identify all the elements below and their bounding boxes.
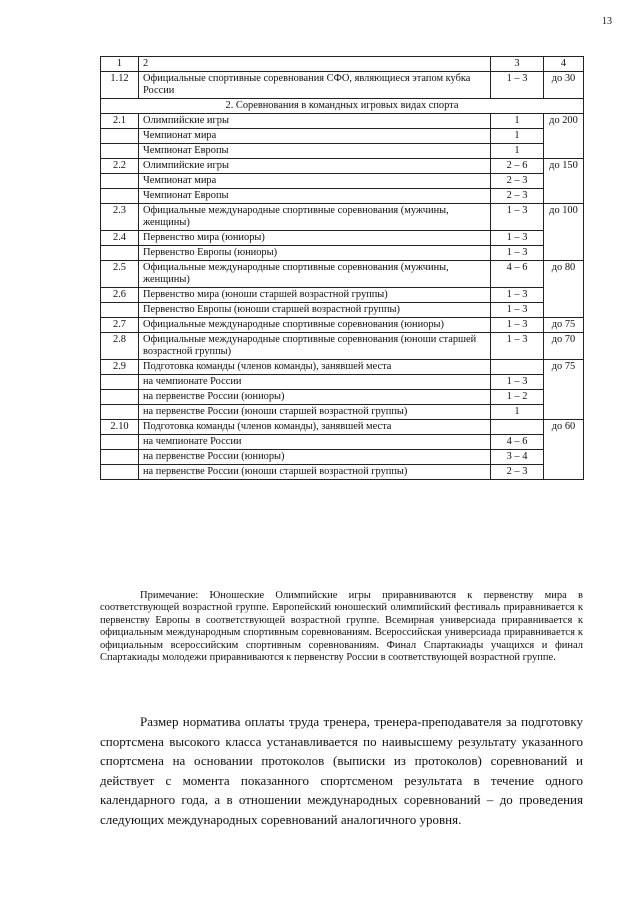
place-cell: 1 – 3	[491, 333, 544, 360]
section-title: 2. Соревнования в командных игровых видах спорта	[101, 99, 584, 114]
item-number-cell	[101, 405, 139, 420]
item-number-cell	[101, 465, 139, 480]
rate-cell: до 80	[544, 261, 584, 318]
table-row	[101, 420, 584, 435]
place-cell: 1 – 3	[491, 204, 544, 231]
table-row	[101, 288, 584, 303]
item-number-cell: 2.7	[101, 318, 139, 333]
standards-table	[100, 56, 584, 480]
table-row	[101, 246, 584, 261]
item-number-cell	[101, 129, 139, 144]
item-number-cell: 2.2	[101, 159, 139, 174]
table-row	[101, 333, 584, 360]
item-number-cell	[101, 303, 139, 318]
item-number-cell: 1.12	[101, 72, 139, 99]
competition-cell: Подготовка команды (членов команды), занявшей места	[139, 360, 491, 375]
item-number-cell: 2.5	[101, 261, 139, 288]
competition-cell: на чемпионате России	[139, 375, 491, 390]
competition-cell: Первенство Европы (юниоры)	[139, 246, 491, 261]
table-row	[101, 261, 584, 288]
place-cell: 1	[491, 405, 544, 420]
competition-cell: Первенство мира (юниоры)	[139, 231, 491, 246]
place-cell	[491, 360, 544, 375]
item-number-cell: 2.9	[101, 360, 139, 375]
page-number: 13	[602, 16, 612, 27]
place-cell: 2 – 6	[491, 159, 544, 174]
item-number-cell	[101, 390, 139, 405]
place-cell: 1 – 3	[491, 72, 544, 99]
table-row	[101, 144, 584, 159]
competition-cell: Официальные международные спортивные соревнования (мужчины, женщины)	[139, 261, 491, 288]
competition-cell: Олимпийские игры	[139, 114, 491, 129]
place-cell: 1 – 3	[491, 375, 544, 390]
place-cell: 2 – 3	[491, 189, 544, 204]
table-row	[101, 303, 584, 318]
item-number-cell: 2.3	[101, 204, 139, 231]
competition-cell: Чемпионат Европы	[139, 189, 491, 204]
competition-cell: Подготовка команды (членов команды), занявшей места	[139, 420, 491, 435]
place-cell: 1 – 3	[491, 246, 544, 261]
item-number-cell	[101, 375, 139, 390]
competition-cell: Чемпионат мира	[139, 129, 491, 144]
competition-cell: Официальные спортивные соревнования СФО, являющиеся этапом кубка России	[139, 72, 491, 99]
body-paragraph: Размер норматива оплаты труда тренера, тренера-преподавателя за подготовку спортсмена высокого класса устанавливается по наивысшему результату указанного спортсмена на основании протоколов (выписки из протоколов) соревнований и действует с момента показанного спортсменом результата в течение одного календарного года, а в отношении международных соревнований – до проведения следующих международных соревнований аналогичного уровня.	[100, 714, 583, 827]
item-number-cell: 2.6	[101, 288, 139, 303]
table-row	[101, 114, 584, 129]
place-cell: 1 – 3	[491, 231, 544, 246]
rate-cell: до 30	[544, 72, 584, 99]
rate-cell: до 100	[544, 204, 584, 261]
competition-cell: на первенстве России (юниоры)	[139, 450, 491, 465]
item-number-cell: 2.1	[101, 114, 139, 129]
place-cell: 1	[491, 114, 544, 129]
header-cell: 4	[544, 57, 584, 72]
rate-cell: до 75	[544, 318, 584, 333]
place-cell: 4 – 6	[491, 261, 544, 288]
header-cell: 3	[491, 57, 544, 72]
place-cell: 4 – 6	[491, 435, 544, 450]
item-number-cell	[101, 450, 139, 465]
table-header-row	[101, 57, 584, 72]
competition-cell: Первенство Европы (юноши старшей возрастной группы)	[139, 303, 491, 318]
place-cell: 1	[491, 129, 544, 144]
table-row	[101, 360, 584, 375]
rate-cell: до 70	[544, 333, 584, 360]
section-row	[101, 99, 584, 114]
table-row	[101, 390, 584, 405]
rate-cell: до 60	[544, 420, 584, 480]
table-row	[101, 231, 584, 246]
item-number-cell	[101, 435, 139, 450]
table-row	[101, 450, 584, 465]
table-row	[101, 159, 584, 174]
place-cell: 1 – 3	[491, 288, 544, 303]
place-cell: 3 – 4	[491, 450, 544, 465]
competition-cell: Официальные международные спортивные соревнования (юноши старшей возрастной группы)	[139, 333, 491, 360]
table-row	[101, 174, 584, 189]
table-row	[101, 465, 584, 480]
item-number-cell: 2.8	[101, 333, 139, 360]
item-number-cell	[101, 246, 139, 261]
place-cell: 1 – 2	[491, 390, 544, 405]
place-cell: 1 – 3	[491, 303, 544, 318]
competition-cell: Первенство мира (юноши старшей возрастной группы)	[139, 288, 491, 303]
header-cell: 2	[139, 57, 491, 72]
item-number-cell: 2.4	[101, 231, 139, 246]
rate-cell: до 75	[544, 360, 584, 420]
table-row	[101, 375, 584, 390]
header-cell: 1	[101, 57, 139, 72]
rate-cell: до 200	[544, 114, 584, 159]
place-cell: 2 – 3	[491, 465, 544, 480]
competition-cell: на первенстве России (юниоры)	[139, 390, 491, 405]
item-number-cell	[101, 144, 139, 159]
item-number-cell	[101, 174, 139, 189]
competition-cell: на первенстве России (юноши старшей возрастной группы)	[139, 405, 491, 420]
competition-cell: Олимпийские игры	[139, 159, 491, 174]
place-cell: 1 – 3	[491, 318, 544, 333]
item-number-cell	[101, 189, 139, 204]
competition-cell: Чемпионат Европы	[139, 144, 491, 159]
place-cell: 2 – 3	[491, 174, 544, 189]
competition-cell: Чемпионат мира	[139, 174, 491, 189]
place-cell	[491, 420, 544, 435]
item-number-cell: 2.10	[101, 420, 139, 435]
competition-cell: на чемпионате России	[139, 435, 491, 450]
place-cell: 1	[491, 144, 544, 159]
table-row	[101, 129, 584, 144]
table-row	[101, 204, 584, 231]
competition-cell: Официальные международные спортивные соревнования (юниоры)	[139, 318, 491, 333]
table-row	[101, 189, 584, 204]
table-row	[101, 405, 584, 420]
table-row	[101, 318, 584, 333]
table-note: Примечание: Юношеские Олимпийские игры приравниваются к первенству мира в соответствующей возрастной группе. Европейский юношеский олимпийский фестиваль приравнивается к первенству Европы в соответствующей возрастной группе. Всемирная универсиада приравнивается к официальным международным спортивным соревнованиям. Всероссийская универсиада приравнивается к официальным всероссийским спортивным соревнованиям. Финал Спартакиады учащихся и финал Спартакиады молодежи приравниваются к первенству России в соответствующей возрастной группе.	[100, 590, 583, 664]
table-row	[101, 435, 584, 450]
table-row	[101, 72, 584, 99]
rate-cell: до 150	[544, 159, 584, 204]
competition-cell: Официальные международные спортивные соревнования (мужчины, женщины)	[139, 204, 491, 231]
competition-cell: на первенстве России (юноши старшей возрастной группы)	[139, 465, 491, 480]
